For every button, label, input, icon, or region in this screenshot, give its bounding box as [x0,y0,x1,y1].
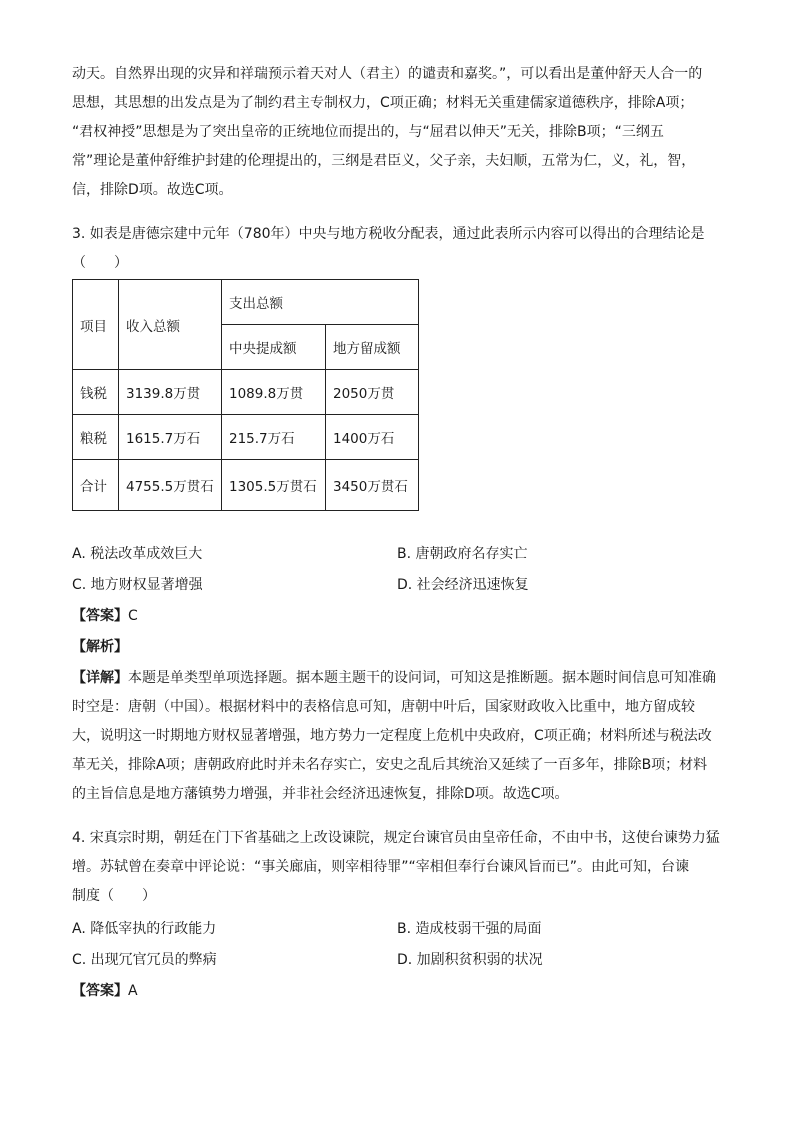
cell-local: 3450万贯石 [326,460,419,511]
table-row [73,460,419,511]
text-line: 革无关，排除A项；唐朝政府此时并未名存实亡，安史之乱后其统治又延续了一百多年，排除B项；材料 [72,757,708,773]
text-line [72,664,722,693]
option-d[interactable]: D. 社会经济迅速恢复 [397,577,529,593]
question-4-stem [72,824,722,911]
detail-label: 【详解】 [72,670,128,686]
option-d[interactable]: D. 加剧积贫积弱的状况 [397,952,543,968]
text-line: 4. 宋真宗时期，朝廷在门下省基础之上改设谏院，规定台谏官员由皇帝任命，不由中书，这使台谏势力猛 [72,830,720,846]
answer-value: A [128,983,138,999]
previous-analysis-paragraph [72,60,722,205]
answer-label: 【答案】 [72,983,128,999]
text-line: “君权神授”思想是为了突出皇帝的正统地位而提出的，与“屈君以伸天”无关，排除B项；“三纲五 [72,124,664,140]
text-line: 思想，其思想的出发点是为了制约君主专制权力，C项正确；材料无关重建儒家道德秩序，排除A项； [72,95,694,111]
cell-central: 1089.8万贯 [222,370,326,415]
text-line: 信，排除D项。故选C项。 [72,182,233,198]
cell-item: 合计 [73,460,119,511]
text-line: 制度（ ） [72,888,156,904]
tax-distribution-table [72,279,419,511]
text-line: （ ） [72,255,128,271]
cell-local: 2050万贯 [326,370,419,415]
cell-item: 粮税 [73,415,119,460]
option-a[interactable]: A. 降低宰执的行政能力 [72,921,217,937]
header-item: 项目 [73,280,119,370]
header-central: 中央提成额 [222,325,326,370]
text-line: 动天。自然界出现的灾异和祥瑞预示着天对人（君主）的谴责和嘉奖。”，可以看出是董仲舒天人合一的 [72,66,703,82]
answer-value: C [128,608,138,624]
option-c[interactable]: C. 地方财权显著增强 [72,577,203,593]
question-4-options-row-1 [72,915,722,944]
question-4-options-row-2 [72,946,722,975]
cell-item: 钱税 [73,370,119,415]
text-line: 的主旨信息是地方藩镇势力增强，并非社会经济迅速恢复，排除D项。故选C项。 [72,786,569,802]
text-line: 增。苏轼曾在奏章中评论说：“事关廊庙，则宰相待罪”“宰相但奉行台谏风旨而已”。由此可知，台谏 [72,859,690,875]
cell-central: 215.7万石 [222,415,326,460]
table-row [73,370,419,415]
question-3-stem [72,220,722,278]
question-3-analysis-label [72,633,128,662]
text-line: 常”理论是董仲舒维护封建的伦理提出的，三纲是君臣义，父子亲，夫妇顺，五常为仁，义，礼，智， [72,153,696,169]
cell-central: 1305.5万贯石 [222,460,326,511]
option-c[interactable]: C. 出现冗官冗员的弊病 [72,952,217,968]
answer-label: 【答案】 [72,608,128,624]
cell-income: 4755.5万贯石 [119,460,222,511]
header-expense: 支出总额 [222,280,419,325]
table-row [73,415,419,460]
option-b[interactable]: B. 造成枝弱干强的局面 [397,921,542,937]
header-local: 地方留成额 [326,325,419,370]
option-b[interactable]: B. 唐朝政府名存实亡 [397,546,528,562]
question-3-options-row-2 [72,571,722,600]
text-line: 时空是：唐朝（中国）。根据材料中的表格信息可知，唐朝中叶后，国家财政收入比重中，地方留成较 [72,699,695,715]
question-3-options-row-1 [72,540,722,569]
cell-income: 1615.7万石 [119,415,222,460]
cell-income: 3139.8万贯 [119,370,222,415]
question-4-answer [72,977,138,1006]
header-income: 收入总额 [119,280,222,370]
option-a[interactable]: A. 税法改革成效巨大 [72,546,203,562]
question-3-answer [72,602,138,631]
text-line: 3. 如表是唐德宗建中元年（780年）中央与地方税收分配表，通过此表所示内容可以得出的合理结论是 [72,226,705,242]
analysis-label: 【解析】 [72,639,128,655]
question-3-detail [72,664,722,809]
text-line: 大，说明这一时期地方财权显著增强，地方势力一定程度上危机中央政府，C项正确；材料所述与税法改 [72,728,712,744]
detail-text: 本题是单类型单项选择题。据本题主题干的设问词，可知这是推断题。据本题时间信息可知准确 [128,670,716,686]
cell-local: 1400万石 [326,415,419,460]
